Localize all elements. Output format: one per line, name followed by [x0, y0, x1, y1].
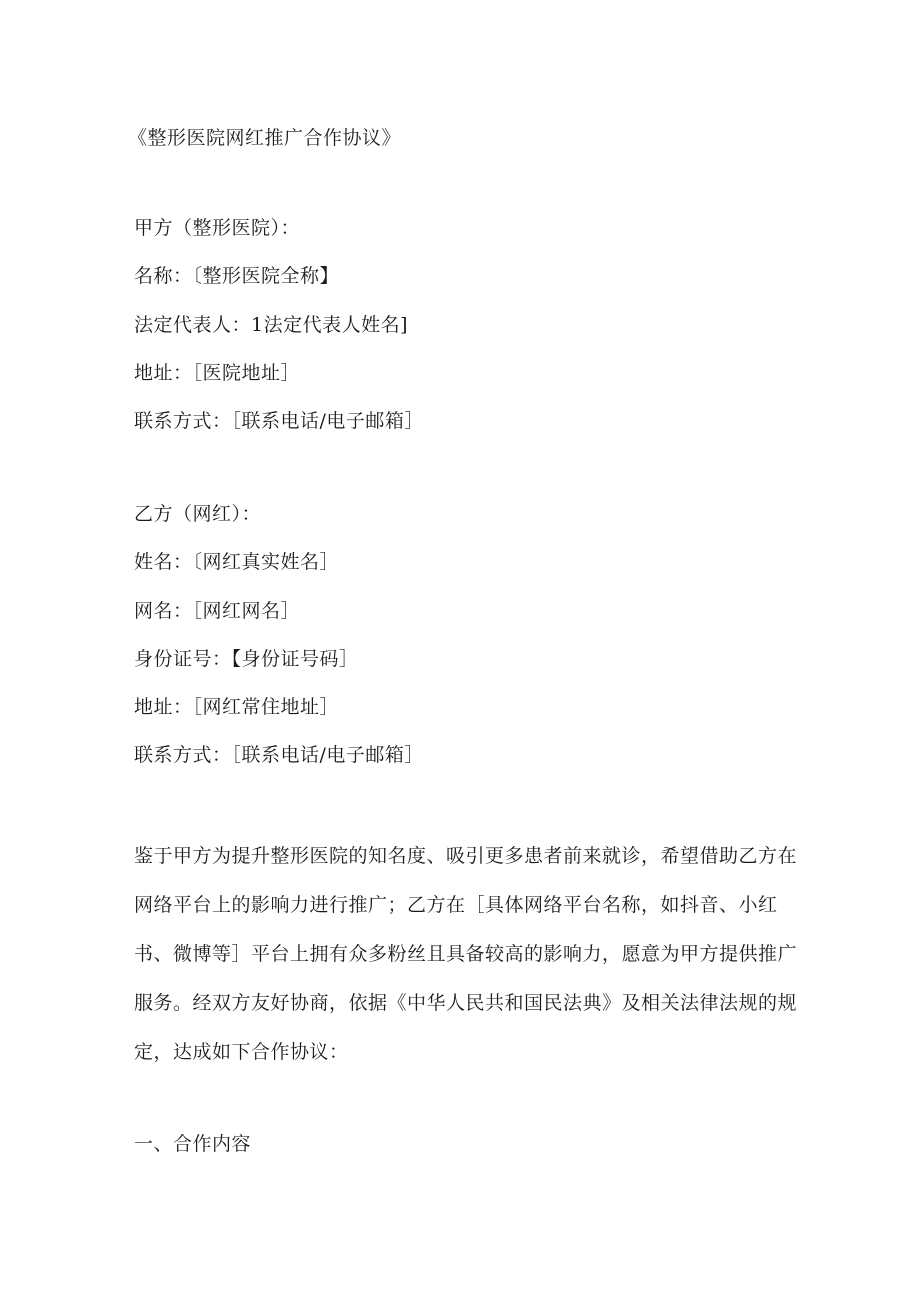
preamble-line: 书、微博等］平台上拥有众多粉丝且具备较高的影响力，愿意为甲方提供推广 — [134, 943, 798, 965]
party-b-id-number: 身份证号：【身份证号码］ — [134, 648, 359, 670]
party-a-name: 名称：〔整形医院全称】 — [134, 265, 340, 287]
party-a-address: 地址：［医院地址］ — [134, 362, 301, 384]
party-b-contact: 联系方式：［联系电话/电子邮箱］ — [134, 744, 424, 766]
preamble-line: 定，达成如下合作协议： — [134, 1041, 349, 1063]
preamble-paragraph — [134, 832, 798, 1077]
party-b-nickname: 网名：［网红网名］ — [134, 600, 301, 622]
party-b-heading: 乙方（网红）： — [134, 503, 262, 525]
party-a-legal-rep: 法定代表人：1法定代表人姓名] — [134, 314, 409, 336]
party-b-real-name: 姓名：〔网红真实姓名］ — [134, 551, 340, 573]
party-a-contact: 联系方式：［联系电话/电子邮箱］ — [134, 410, 424, 432]
document-title: 《整形医院网红推广合作协议》 — [128, 127, 402, 149]
preamble-line: 服务。经双方友好协商，依据《中华人民共和国民法典》及相关法律法规的规 — [134, 992, 798, 1014]
party-a-heading: 甲方（整形医院）： — [134, 217, 301, 239]
party-b-address: 地址：［网红常住地址］ — [134, 696, 340, 718]
section-1-heading: 一、合作内容 — [134, 1133, 252, 1155]
preamble-line: 网络平台上的影响力进行推广；乙方在［具体网络平台名称，如抖音、小红 — [134, 894, 778, 916]
preamble-line: 鉴于甲方为提升整形医院的知名度、吸引更多患者前来就诊，希望借助乙方在 — [134, 845, 798, 867]
